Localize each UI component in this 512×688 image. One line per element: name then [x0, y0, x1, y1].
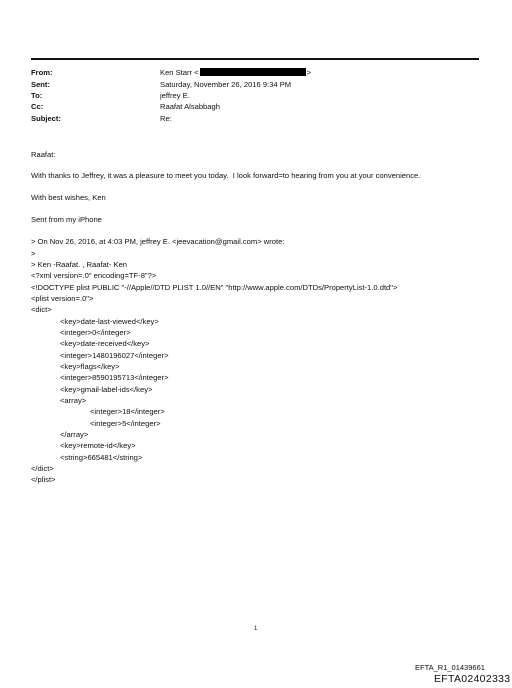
quoted-line: <array> — [60, 396, 87, 405]
sent-value: Saturday, November 26, 2016 9:34 PM — [160, 80, 292, 89]
from-name: Ken Starr < — [160, 68, 199, 77]
quoted-line: </plist> — [31, 475, 56, 484]
quoted-line: <integer>5</integer> — [90, 419, 161, 428]
quoted-line: > On Nov 26, 2016, at 4:03 PM, jeffrey E. <jeevacation@gmail.com> wrote: — [31, 237, 285, 246]
closing: With best wishes, Ken — [31, 193, 106, 202]
quoted-line: <!DOCTYPE plist PUBLIC "-//Apple//DTD PLIST 1.0//EN" "http://www.apple.com/DTDs/PropertyList-1.0.dtd"> — [31, 283, 398, 292]
quoted-line: <string>665481</string> — [60, 453, 143, 462]
quoted-line: <?xml version=.0" encoding=TF-8"?> — [31, 271, 157, 280]
quoted-line: <integer>1480196027</integer> — [60, 351, 169, 360]
quoted-line: <integer>0</integer> — [60, 328, 131, 337]
from-value — [160, 68, 311, 77]
quoted-line: <integer>8590195713</integer> — [60, 373, 169, 382]
greeting: Raafat: — [31, 150, 56, 159]
quoted-line: <key>gmail-label-ids</key> — [60, 385, 153, 394]
bates-stamp-small: EFTA_R1_01439661 — [415, 663, 485, 672]
quoted-line: <plist version=.0"> — [31, 294, 94, 303]
subject-label: Subject: — [31, 114, 61, 123]
to-label: To: — [31, 91, 43, 100]
cc-value: Raafat Alsabbagh — [160, 102, 220, 111]
quoted-line: <key>date-received</key> — [60, 339, 150, 348]
quoted-line: <key>flags</key> — [60, 362, 120, 371]
quoted-line: > — [31, 249, 36, 258]
body-paragraph: With thanks to Jeffrey, it was a pleasure to meet you today. I look forward=to hearing from you at your convenience. — [31, 171, 421, 180]
quoted-line: <dict> — [31, 305, 52, 314]
quoted-line: <integer>18</integer> — [90, 407, 165, 416]
bates-stamp-large: EFTA02402333 — [434, 673, 511, 685]
redaction-box — [200, 68, 306, 76]
subject-value: Re: — [160, 114, 172, 123]
header-rule — [31, 58, 479, 60]
quoted-line: <key>remote-id</key> — [60, 441, 136, 450]
to-value: jeffrey E. — [160, 91, 190, 100]
from-label: From: — [31, 68, 53, 77]
quoted-line: > Ken -Raafat. , Raafat- Ken — [31, 260, 128, 269]
page-number: 1 — [254, 626, 258, 632]
cc-label: Cc: — [31, 102, 44, 111]
quoted-line: </dict> — [31, 464, 54, 473]
quoted-line: </array> — [60, 430, 89, 439]
sent-label: Sent: — [31, 80, 50, 89]
from-end: > — [306, 68, 312, 77]
signature: Sent from my iPhone — [31, 215, 102, 224]
quoted-line: <key>date-last-viewed</key> — [60, 317, 159, 326]
